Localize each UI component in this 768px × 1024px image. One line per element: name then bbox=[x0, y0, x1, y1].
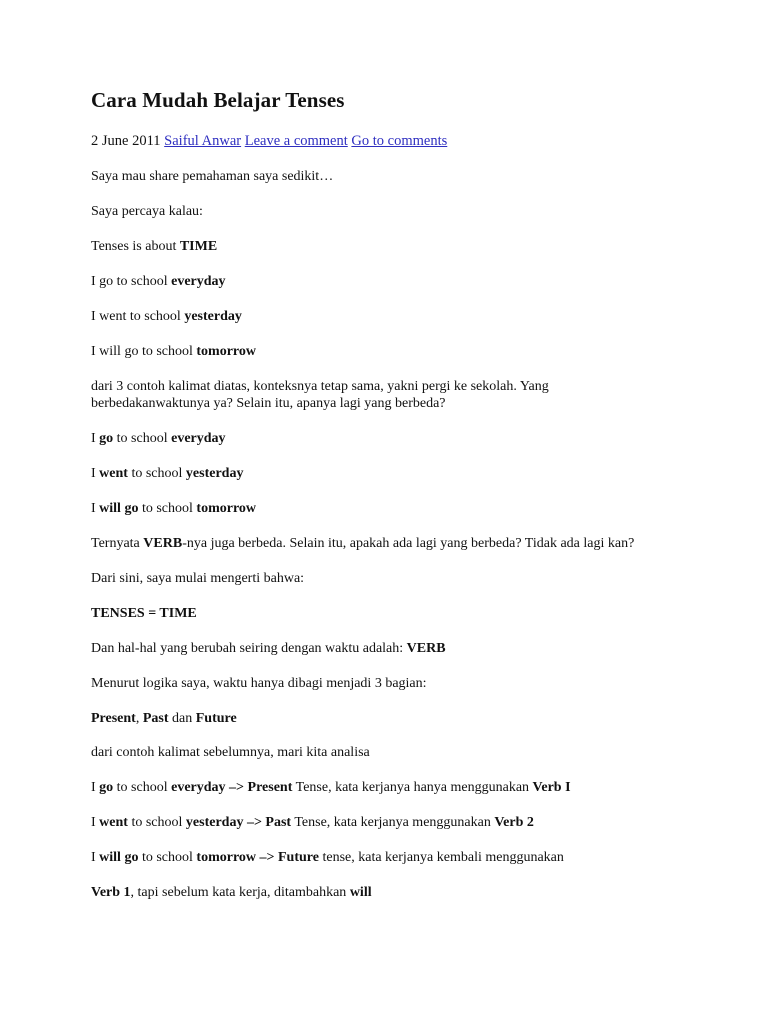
paragraph bbox=[91, 500, 256, 517]
paragraph bbox=[91, 640, 446, 657]
bold-text: everyday bbox=[171, 274, 226, 289]
bold-text: tomorrow bbox=[196, 344, 256, 359]
text-run: Ternyata bbox=[91, 536, 144, 551]
text-run: -nya juga berbeda. Selain itu, apakah ada lagi yang berbeda? Tidak ada lagi kan? bbox=[182, 536, 635, 551]
post-meta bbox=[91, 133, 447, 150]
bold-text: Past bbox=[142, 711, 169, 726]
bold-text: will go bbox=[99, 850, 139, 865]
bold-text: Verb 1 bbox=[91, 885, 131, 900]
paragraph bbox=[91, 465, 243, 482]
text-run: to school bbox=[113, 431, 172, 446]
text-run: to school bbox=[127, 466, 186, 481]
text-run: to school bbox=[138, 501, 197, 516]
go-to-comments-link[interactable]: Go to comments bbox=[351, 133, 448, 149]
text-run: to school bbox=[138, 850, 197, 865]
bold-text: VERB bbox=[406, 641, 446, 656]
text-run: to school bbox=[113, 780, 172, 795]
bold-text: Future bbox=[195, 711, 237, 726]
text-run: Tense, kata kerjanya hanya menggunakan bbox=[292, 780, 533, 795]
text-run: I bbox=[91, 466, 100, 481]
paragraph bbox=[91, 273, 226, 290]
bold-text: TENSES = TIME bbox=[91, 606, 197, 621]
post-date: 2 June 2011 bbox=[91, 133, 161, 149]
paragraph bbox=[91, 343, 256, 360]
text-run: , bbox=[135, 711, 143, 726]
bold-text: yesterday –> Past bbox=[185, 815, 292, 830]
bold-text: Verb I bbox=[532, 780, 571, 795]
bold-text: TIME bbox=[179, 239, 218, 254]
bold-text: go bbox=[99, 780, 114, 795]
paragraph bbox=[91, 430, 226, 447]
bold-text: VERB bbox=[143, 536, 183, 551]
paragraph bbox=[91, 168, 333, 185]
paragraph bbox=[91, 884, 372, 901]
bold-text: Present bbox=[91, 711, 136, 726]
bold-text: tomorrow bbox=[196, 501, 257, 516]
bold-text: will go bbox=[99, 501, 139, 516]
bold-text: yesterday bbox=[185, 466, 244, 481]
paragraph bbox=[91, 308, 242, 325]
text-run: I bbox=[91, 431, 100, 446]
paragraph bbox=[91, 378, 591, 412]
page-title: Cara Mudah Belajar Tenses bbox=[91, 88, 345, 112]
bold-text: go bbox=[99, 431, 114, 446]
bold-text: yesterday bbox=[184, 309, 242, 324]
bold-text: went bbox=[99, 466, 128, 481]
bold-text: went bbox=[99, 815, 128, 830]
text-run: dari 3 contoh kalimat diatas, konteksnya tetap sama, yakni pergi ke sekolah. Yang berbedakanwaktunya ya? Selain itu, apanya lagi yang berbeda? bbox=[91, 379, 549, 411]
text-run: Tense, kata kerjanya menggunakan bbox=[291, 815, 495, 830]
paragraph bbox=[91, 203, 203, 220]
paragraph bbox=[91, 849, 564, 866]
text-run: I go to school bbox=[91, 274, 172, 289]
paragraph bbox=[91, 605, 197, 622]
bold-text: everyday –> Present bbox=[171, 780, 293, 795]
text-run: tense, kata kerjanya kembali menggunakan bbox=[318, 850, 564, 865]
paragraph bbox=[91, 710, 237, 727]
text-run: to school bbox=[127, 815, 186, 830]
text-run: , tapi sebelum kata kerja, ditambahkan bbox=[130, 885, 350, 900]
text-run: Saya percaya kalau: bbox=[91, 204, 203, 219]
text-run: I bbox=[91, 501, 100, 516]
paragraph bbox=[91, 535, 634, 552]
text-run: Menurut logika saya, waktu hanya dibagi menjadi 3 bagian: bbox=[91, 676, 427, 691]
paragraph bbox=[91, 814, 534, 831]
bold-text: tomorrow –> Future bbox=[196, 850, 319, 865]
text-run: I bbox=[91, 815, 100, 830]
text-run: I went to school bbox=[91, 309, 185, 324]
paragraph bbox=[91, 779, 571, 796]
bold-text: will bbox=[349, 885, 372, 900]
paragraph bbox=[91, 675, 427, 692]
text-run: I bbox=[91, 780, 100, 795]
paragraph bbox=[91, 238, 217, 255]
text-run: I bbox=[91, 850, 100, 865]
text-run: Tenses is about bbox=[91, 239, 180, 254]
paragraph bbox=[91, 570, 304, 587]
text-run: dan bbox=[168, 711, 196, 726]
text-run: Dan hal-hal yang berubah seiring dengan waktu adalah: bbox=[91, 641, 407, 656]
text-run: Dari sini, saya mulai mengerti bahwa: bbox=[91, 571, 305, 586]
leave-comment-link[interactable]: Leave a comment bbox=[244, 133, 348, 149]
bold-text: everyday bbox=[171, 431, 226, 446]
text-run: I will go to school bbox=[91, 344, 197, 359]
bold-text: Verb 2 bbox=[494, 815, 534, 830]
text-run: Saya mau share pemahaman saya sedikit… bbox=[91, 169, 334, 184]
author-link[interactable]: Saiful Anwar bbox=[164, 133, 242, 149]
text-run: dari contoh kalimat sebelumnya, mari kita analisa bbox=[91, 745, 370, 760]
paragraph bbox=[91, 744, 370, 761]
